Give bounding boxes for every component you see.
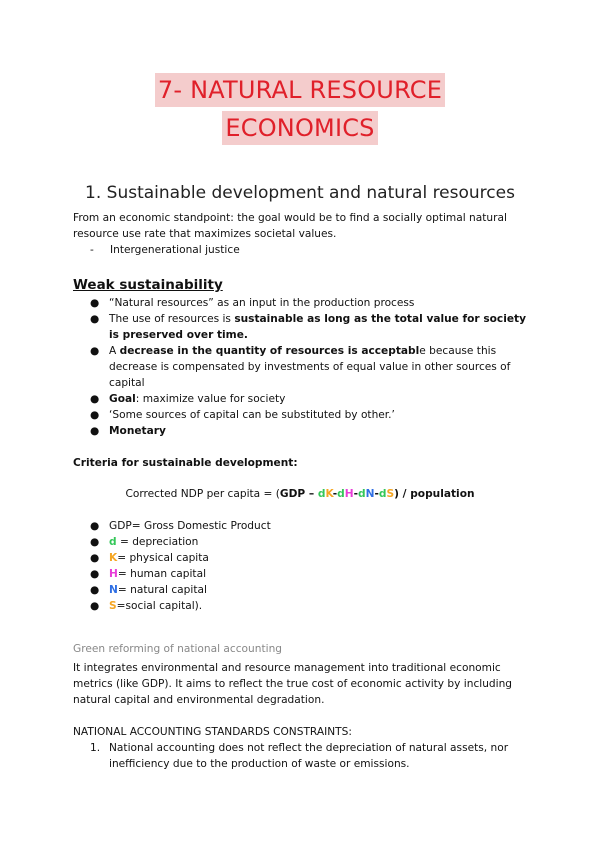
formula-d: d	[337, 488, 345, 500]
bullet-icon: ●	[90, 584, 100, 596]
item-text: The use of resources is	[109, 313, 235, 325]
definition-item	[90, 534, 530, 550]
bullet-icon: ●	[90, 313, 100, 325]
definition-symbol: S	[109, 600, 117, 612]
definition-symbol: K	[109, 552, 118, 564]
intro-paragraph: From an economic standpoint: the goal would be to find a socially optimal natural resource use rate that maximizes societal values.	[73, 212, 507, 240]
definition-text: = depreciation	[116, 536, 199, 548]
green-accounting-heading: Green reforming of national accounting	[73, 643, 283, 655]
bullet-icon: ●	[90, 345, 100, 357]
formula-close: ) / population	[394, 488, 475, 500]
intro-dash-item	[90, 242, 240, 258]
bullet-icon: ●	[90, 297, 100, 309]
definition-item	[90, 582, 530, 598]
item-text: ‘Some sources of capital can be substituted by other.’	[109, 409, 395, 421]
formula-d: d	[317, 488, 326, 500]
formula-n: N	[365, 488, 375, 500]
weak-sustainability-list	[90, 295, 530, 439]
item-text-after: e because this decrease is compensated by investments of equal value in other sources of capital	[109, 345, 511, 389]
title-line-1: 7- NATURAL RESOURCE	[155, 73, 445, 107]
formula-dash: -	[353, 488, 359, 500]
formula-d: d	[378, 488, 387, 500]
bullet-icon: ●	[90, 425, 100, 437]
ndp-formula	[0, 486, 600, 502]
definition-text: = physical capita	[117, 552, 209, 564]
definition-item	[90, 566, 530, 582]
item-text: “Natural resources” as an input in the production process	[109, 297, 415, 309]
list-item	[90, 423, 530, 439]
formula-dash: -	[374, 488, 379, 500]
document-title	[0, 73, 600, 149]
definition-text: = natural capital	[117, 584, 207, 596]
constraints-heading: NATIONAL ACCOUNTING STANDARDS CONSTRAINTS:	[73, 726, 352, 738]
title-line-2: ECONOMICS	[222, 111, 377, 145]
definition-text: =social capital).	[116, 600, 203, 612]
item-bold-text: Monetary	[109, 425, 166, 437]
bullet-icon: ●	[90, 568, 100, 580]
definition-symbol: H	[109, 568, 118, 580]
item-text: A	[109, 345, 120, 357]
constraints-list	[90, 740, 530, 772]
formula-h: H	[344, 488, 354, 500]
dash-item-text: Intergenerational justice	[110, 244, 240, 256]
bullet-icon: ●	[90, 409, 100, 421]
item-bold-text: decrease in the quantity of resources is acceptabl	[119, 345, 420, 357]
item-text: National accounting does not reflect the depreciation of natural assets, nor inefficiency due to the production of waste or emissions.	[109, 742, 509, 770]
formula-k: K	[325, 488, 333, 500]
definition-symbol: d	[109, 536, 117, 548]
definition-text: GDP= Gross Domestic Product	[109, 520, 271, 532]
definition-text: = human capital	[117, 568, 207, 580]
formula-dash: -	[332, 488, 338, 500]
list-item	[90, 407, 530, 423]
item-number: 1.	[90, 742, 101, 754]
criteria-heading: Criteria for sustainable development:	[73, 457, 298, 469]
list-item	[90, 740, 530, 772]
formula-d: d	[358, 488, 366, 500]
definitions-list	[90, 518, 530, 614]
list-item	[90, 295, 530, 311]
item-text-after: : maximize value for society	[135, 393, 286, 405]
bullet-icon: ●	[90, 600, 100, 612]
definition-item	[90, 518, 530, 534]
bullet-icon: ●	[90, 393, 100, 405]
formula-body	[280, 488, 475, 500]
item-bold-text: sustainable as long as the total value for society is preserved over time.	[109, 313, 526, 341]
weak-sustainability-heading: Weak sustainability	[73, 277, 223, 293]
item-bold-text: Goal	[109, 393, 136, 405]
list-item	[90, 343, 530, 391]
list-item	[90, 311, 530, 343]
dash-marker: -	[90, 244, 94, 256]
green-accounting-paragraph: It integrates environmental and resource management into traditional economic metrics (like GDP). It aims to reflect the true cost of economic activity by including natural capital and environmental degradation.	[73, 662, 513, 706]
definition-item	[90, 550, 530, 566]
bullet-icon: ●	[90, 552, 100, 564]
list-item	[90, 391, 530, 407]
section-heading: 1. Sustainable development and natural resources	[85, 183, 515, 203]
bullet-icon: ●	[90, 520, 100, 532]
formula-s: S	[386, 488, 395, 500]
formula-gdp: GDP –	[279, 488, 318, 500]
formula-prefix: Corrected NDP per capita = (	[125, 488, 280, 500]
definition-item	[90, 598, 530, 614]
definition-symbol: N	[109, 584, 118, 596]
bullet-icon: ●	[90, 536, 100, 548]
